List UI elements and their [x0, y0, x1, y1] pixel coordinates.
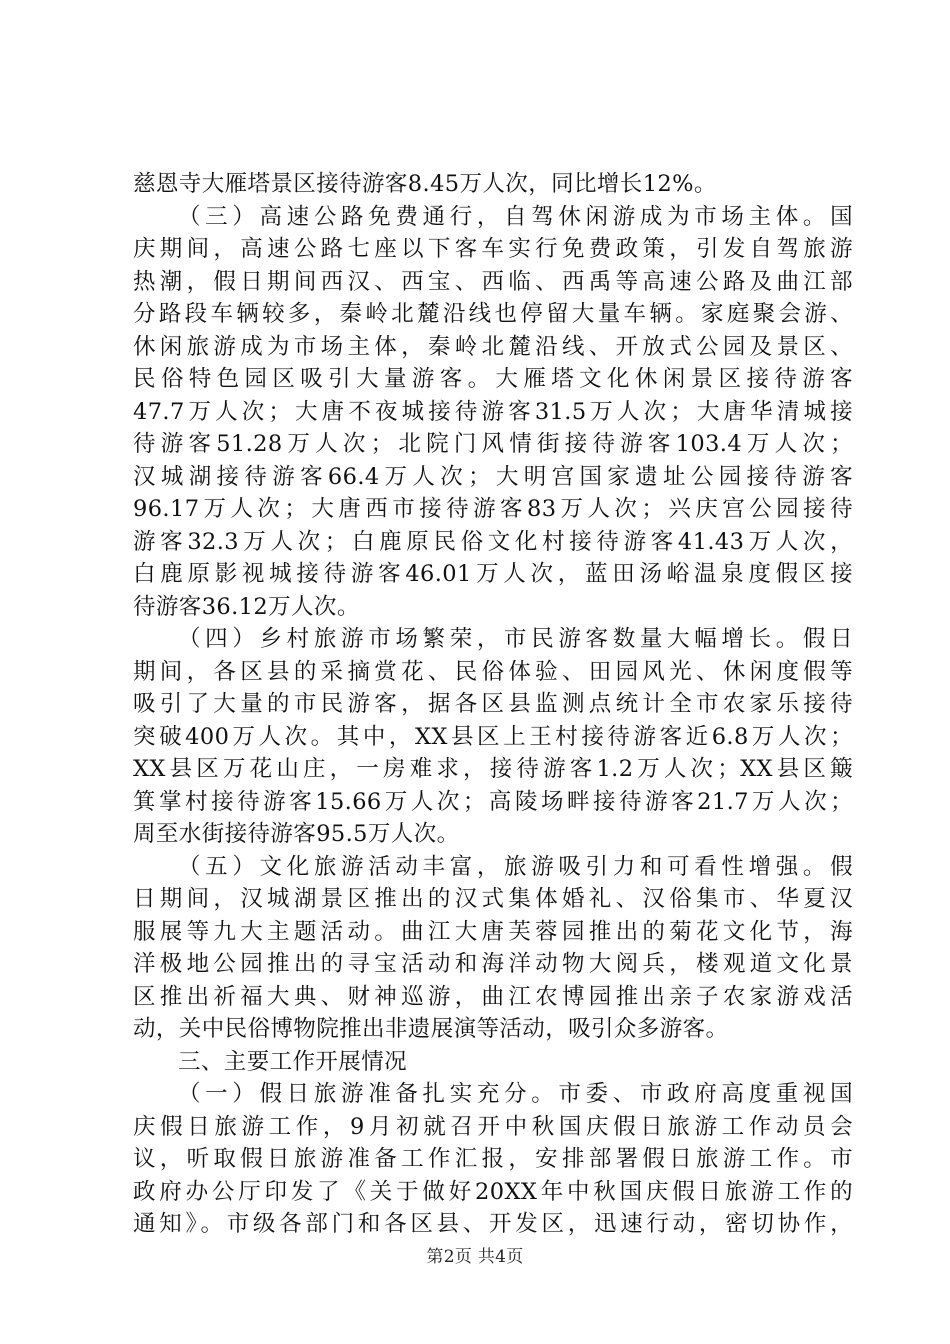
text-line: （三）高速公路免费通行，自驾休闲游成为市场主体。国	[178, 203, 853, 230]
body-text	[133, 168, 853, 1241]
text-line: 服展等九大主题活动。曲江大唐芙蓉园推出的菊花文化节，海	[133, 918, 853, 945]
text-line: 三、主要工作开展情况	[178, 1048, 408, 1075]
page-footer: 第2页 共4页	[426, 1247, 524, 1267]
text-line: （五）文化旅游活动丰富，旅游吸引力和可看性增强。假	[178, 853, 853, 880]
text-line: 庆期间，高速公路七座以下客车实行免费政策，引发自驾旅游	[133, 236, 853, 262]
text-line: 区推出祈福大典、财神巡游，曲江农博园推出亲子农家游戏活	[133, 983, 853, 1010]
text-line: 庆假日旅游工作，9月初就召开中秋国庆假日旅游工作动员会	[133, 1113, 853, 1140]
text-line: 白鹿原影视城接待游客46.01万人次，蓝田汤峪温泉度假区接	[133, 561, 853, 587]
text-line: XX县区万花山庄，一房难求，接待游客1.2万人次；XX县区簸	[133, 756, 853, 782]
text-line: 议，听取假日旅游准备工作汇报，安排部署假日旅游工作。市	[133, 1146, 853, 1172]
text-line: 待游客36.12万人次。	[133, 593, 360, 620]
text-line: 日期间，汉城湖景区推出的汉式集体婚礼、汉俗集市、华夏汉	[133, 886, 853, 912]
text-line: 箕掌村接待游客15.66万人次；高陵场畔接待游客21.7万人次；	[133, 788, 853, 815]
text-line: 热潮，假日期间西汉、西宝、西临、西禹等高速公路及曲江部	[133, 268, 853, 295]
text-line: 周至水街接待游客95.5万人次。	[133, 821, 460, 847]
text-line: （四）乡村旅游市场繁荣，市民游客数量大幅增长。假日	[178, 626, 853, 652]
text-line: 游客32.3万人次；白鹿原民俗文化村接待游客41.43万人次，	[133, 528, 853, 555]
text-line: 汉城湖接待游客66.4万人次；大明宫国家遗址公园接待游客	[133, 463, 853, 490]
text-line: 政府办公厅印发了《关于做好20XX年中秋国庆假日旅游工作的	[133, 1178, 853, 1205]
text-line: 慈恩寺大雁塔景区接待游客8.45万人次，同比增长12%。	[133, 171, 717, 197]
text-line: 突破400万人次。其中，XX县区上王村接待游客近6.8万人次；	[133, 723, 853, 750]
text-line: 47.7万人次；大唐不夜城接待游客31.5万人次；大唐华清城接	[133, 398, 853, 425]
text-line: 分路段车辆较多，秦岭北麓沿线也停留大量车辆。家庭聚会游、	[133, 301, 853, 327]
text-line: 洋极地公园推出的寻宝活动和海洋动物大阅兵，楼观道文化景	[133, 951, 853, 977]
text-line: 民俗特色园区吸引大量游客。大雁塔文化休闲景区接待游客	[133, 366, 853, 392]
text-line: 通知》。市级各部门和各区县、开发区，迅速行动，密切协作，	[133, 1211, 853, 1237]
text-line: 吸引了大量的市民游客，据各区县监测点统计全市农家乐接待	[133, 691, 853, 717]
text-line: 休闲旅游成为市场主体，秦岭北麓沿线、开放式公园及景区、	[133, 333, 853, 360]
text-line: 动，关中民俗博物院推出非遗展演等活动，吸引众多游客。	[133, 1016, 729, 1042]
text-line: 期间，各区县的采摘赏花、民俗体验、田园风光、休闲度假等	[133, 658, 853, 685]
text-line: 待游客51.28万人次；北院门风情街接待游客103.4万人次；	[133, 431, 853, 457]
text-line: 96.17万人次；大唐西市接待游客83万人次；兴庆宫公园接待	[133, 496, 853, 522]
text-line: （一）假日旅游准备扎实充分。市委、市政府高度重视国	[178, 1081, 853, 1107]
